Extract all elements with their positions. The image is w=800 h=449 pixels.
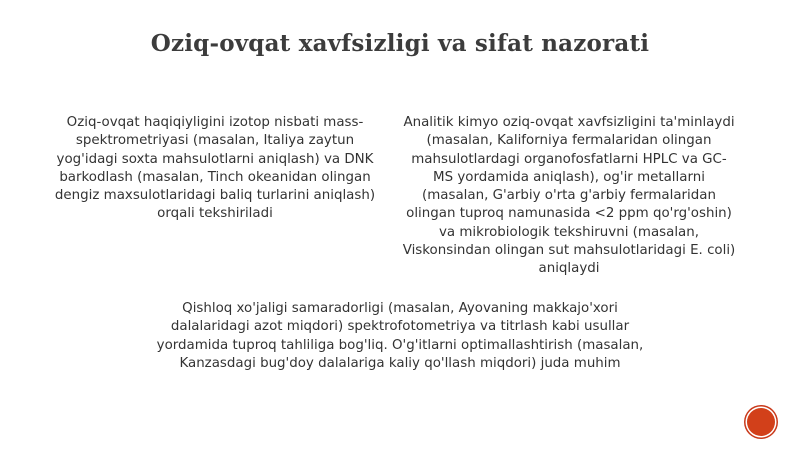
left-text-block: Oziq-ovqat haqiqiyligini izotop nisbati mass-spektrometriyasi (masalan, Italiya zaytun yog'idagi soxta mahsulotlarni aniqlash) va DNK barkodlash (masalan, Tinch okeanidan olingan dengiz maxsulotlaridagi baliq turlarini aniqlash) orqali tekshiriladi: [54, 115, 376, 222]
right-text-block: Analitik kimyo oziq-ovqat xavfsizligini ta'minlaydi (masalan, Kaliforniya fermalaridan olingan mahsulotlardagi organofosfatlarni HPLC va GC-MS yordamida aniqlash), og'ir metallarni (masalan, G'arbiy o'rta g'arbiy fermalaridan olingan tuproq namunasida <2 ppm qo'rg'oshin) va mikrobiologik tekshiruvni (masalan, Viskonsindan olingan sut mahsulotlaridagi E. coli) aniqlaydi: [402, 115, 736, 277]
bottom-text-block: Qishloq xo'jaligi samaradorligi (masalan, Ayovaning makkajo'xori dalalaridagi azot miqdori) spektrofotometriya va titrlash kabi usullar yordamida tuproq tahliliga bog'liq. O'g'itlarni optimallashtirish (masalan, Kanzasdagi bug'doy dalalariga kaliy qo'llash miqdori) juda muhim: [156, 301, 644, 371]
slide-title: Oziq-ovqat xavfsizligi va sifat nazorati: [150, 30, 650, 57]
circle-nav-icon[interactable]: [747, 408, 775, 436]
